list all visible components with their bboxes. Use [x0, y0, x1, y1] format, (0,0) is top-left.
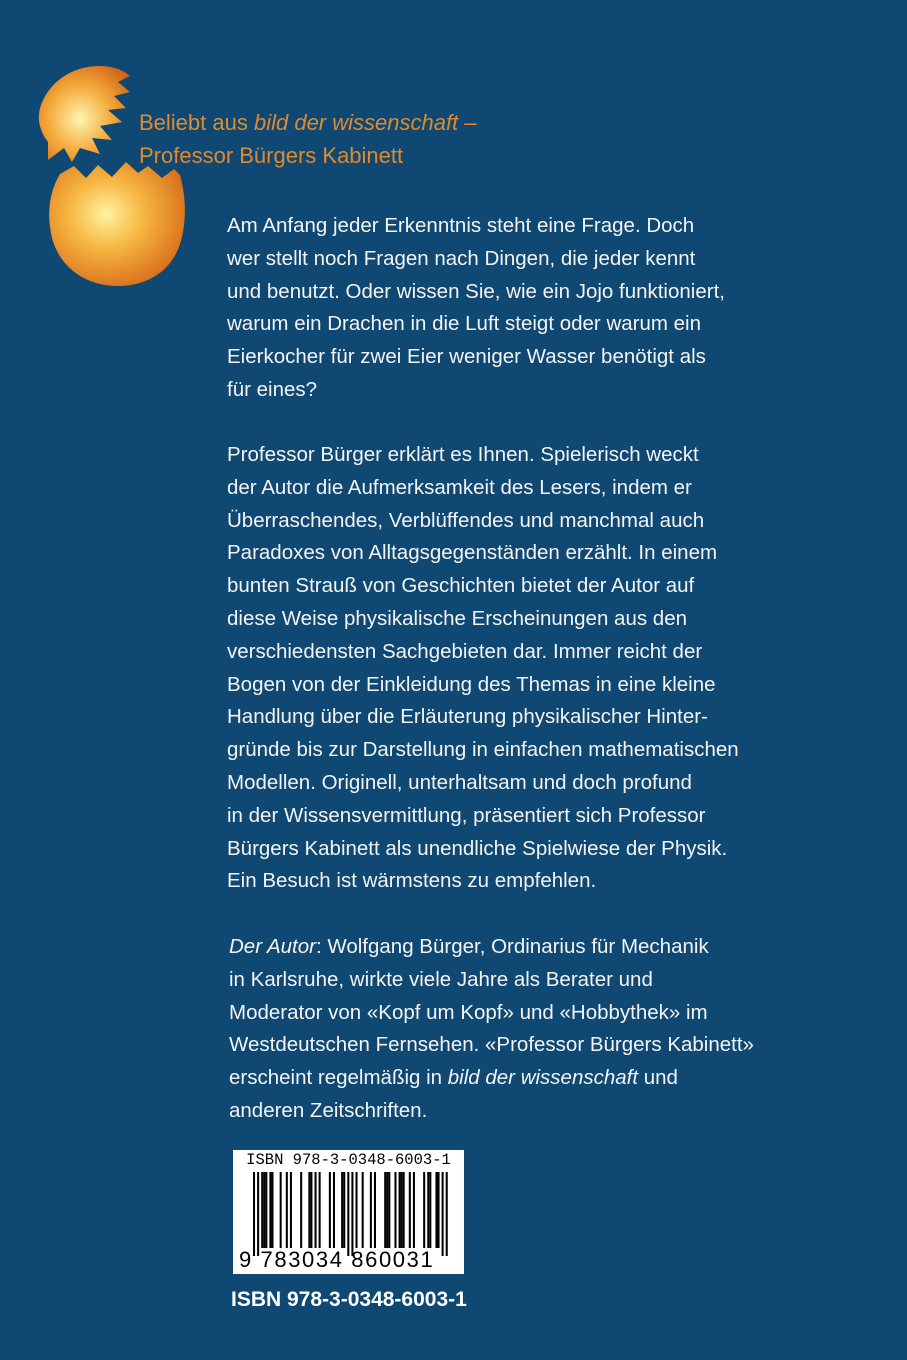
text-line: Paradoxes von Alltagsgegenständen erzählt. In einem [227, 541, 718, 565]
barcode-bar [269, 1172, 271, 1248]
text-line: Handlung über die Erläuterung physikalischer Hinter- [227, 705, 708, 729]
barcode-bar [347, 1172, 349, 1256]
egg-bottom-shell [49, 162, 185, 286]
barcode-bar [263, 1172, 265, 1248]
barcode-bar [300, 1172, 302, 1248]
barcode-bar [315, 1172, 317, 1248]
text-line: Ein Besuch ist wärmstens zu empfehlen. [227, 869, 597, 893]
barcode-bar [329, 1172, 331, 1248]
text-line: in der Wissensvermittlung, präsentiert sich Professor [227, 803, 706, 827]
barcode-bar [413, 1172, 415, 1248]
barcode-bar [429, 1172, 431, 1248]
text-line: diese Weise physikalische Erscheinungen aus den [227, 606, 688, 630]
barcode-isbn-text: ISBN 978-3-0348-6003-1 [246, 1151, 451, 1169]
text-line: Überraschendes, Verblüffendes und manchmal auch [227, 508, 705, 532]
text-line: Westdeutschen Fernsehen. «Professor Bürgers Kabinett» [229, 1033, 754, 1057]
barcode-bar [257, 1172, 259, 1256]
barcode-bar [308, 1172, 310, 1248]
barcode-bar [374, 1172, 376, 1248]
broken-egg-icon [34, 62, 194, 290]
text-line: für eines? [227, 377, 318, 401]
description-paragraph [227, 439, 739, 898]
text-line: Modellen. Originell, unterhaltsam und doch profund [227, 770, 692, 794]
text-line: wer stellt noch Fragen nach Dingen, die jeder kennt [227, 246, 696, 270]
magazine-title: bild der wissenschaft [253, 110, 459, 135]
barcode-bar [319, 1172, 321, 1248]
barcode-bar [356, 1172, 358, 1248]
text-line: bunten Strauß von Geschichten bietet der Autor auf [227, 574, 695, 598]
text-line: verschiedensten Sachgebieten dar. Immer reicht der [227, 639, 703, 663]
text-line: Am Anfang jeder Erkenntnis steht eine Frage. Doch [227, 214, 695, 237]
text-line: erscheint regelmäßig in bild der wissenschaft und [229, 1066, 678, 1090]
text-line: in Karlsruhe, wirkte viele Jahre als Berater und [229, 967, 653, 991]
author-label: Der Autor [229, 935, 316, 958]
tagline-line-2: Professor Bürgers Kabinett [139, 143, 404, 168]
barcode-bar [384, 1172, 386, 1248]
barcode-bar [399, 1172, 401, 1248]
text-line: Eierkocher für zwei Eier weniger Wasser benötigt als [227, 345, 706, 369]
barcode-bar [386, 1172, 388, 1248]
tagline [139, 106, 477, 172]
text-line: Moderator von «Kopf um Kopf» und «Hobbythek» im [229, 1000, 708, 1024]
text-line: warum ein Drachen in die Luft steigt oder warum ein [227, 312, 702, 336]
barcode-bar [271, 1172, 273, 1248]
barcode-bar [423, 1172, 425, 1248]
text-line: Bogen von der Einkleidung des Themas in eine kleine [227, 672, 716, 696]
barcode-bar [253, 1172, 255, 1256]
barcode-bar [362, 1172, 364, 1248]
barcode-digits: 9 783034 860031 [239, 1247, 435, 1272]
text-line: anderen Zeitschriften. [229, 1098, 428, 1122]
magazine-title: bild der wissenschaft [447, 1066, 639, 1090]
barcode-bar [427, 1172, 429, 1248]
barcode-bar [446, 1172, 448, 1256]
author-paragraph [229, 931, 754, 1128]
barcode-bar [394, 1172, 396, 1248]
barcode-bar [265, 1172, 267, 1248]
barcode-bar [409, 1172, 411, 1248]
barcode-bar [388, 1172, 390, 1248]
isbn-label: ISBN 978-3-0348-6003-1 [231, 1288, 467, 1311]
barcode-bar [280, 1172, 282, 1248]
barcode-bar [261, 1172, 263, 1248]
barcode [233, 1150, 464, 1274]
barcode-bar [341, 1172, 343, 1248]
barcode-bar [290, 1172, 292, 1248]
barcode-bar [401, 1172, 403, 1248]
text-line: und benutzt. Oder wissen Sie, wie ein Jojo funktioniert, [227, 279, 725, 303]
barcode-bar [435, 1172, 437, 1248]
text-line: Der Autor: Wolfgang Bürger, Ordinarius für Mechanik [229, 935, 709, 958]
barcode-bar [442, 1172, 444, 1256]
barcode-bar [370, 1172, 372, 1248]
text-line: der Autor die Aufmerksamkeit des Lesers, indem er [227, 475, 692, 499]
barcode-bar [333, 1172, 335, 1248]
barcode-bar [403, 1172, 405, 1248]
barcode-bar [310, 1172, 312, 1248]
barcode-bar [343, 1172, 345, 1248]
barcode-bar [438, 1172, 440, 1248]
intro-paragraph [227, 210, 725, 407]
text-line: Professor Bürger erklärt es Ihnen. Spielerisch weckt [227, 443, 699, 466]
tagline-line-1: Beliebt aus bild der wissenschaft – [139, 110, 477, 135]
barcode-bar [351, 1172, 353, 1256]
barcode-bar [286, 1172, 288, 1248]
text-line: gründe bis zur Darstellung in einfachen mathematischen [227, 738, 739, 762]
text-line: Bürgers Kabinett als unendliche Spielwiese der Physik. [227, 836, 728, 860]
egg-top-shell [39, 66, 130, 162]
